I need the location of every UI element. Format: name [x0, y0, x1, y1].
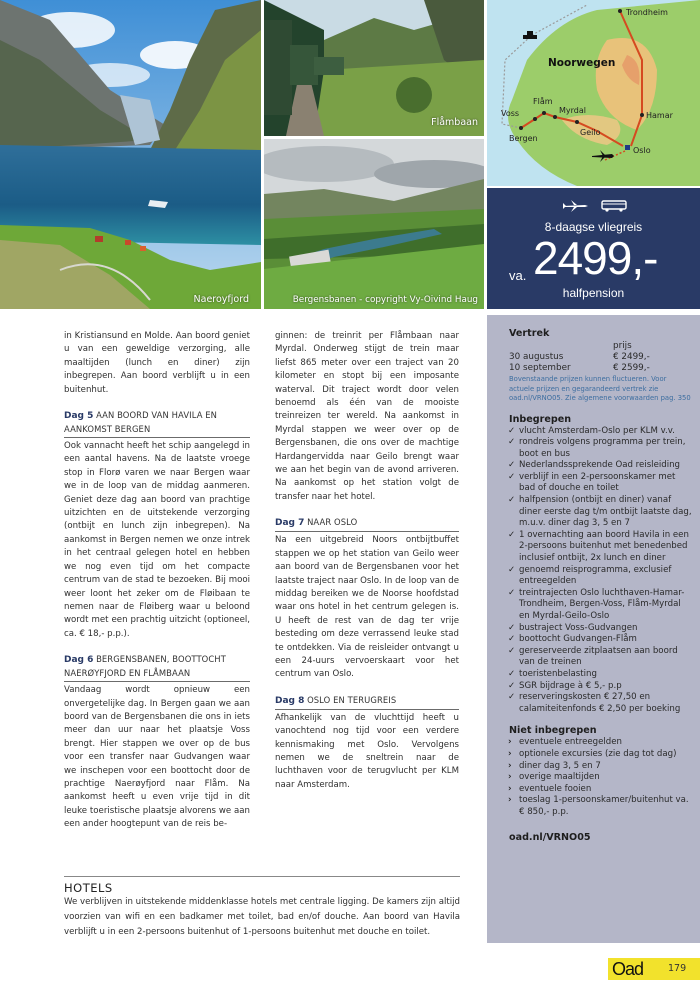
- list-item: [509, 426, 692, 438]
- oslo-marker: [625, 145, 630, 150]
- day-title: OSLO EN TERUGREIS: [307, 694, 397, 705]
- checkmark-icon: ✓: [508, 564, 516, 575]
- trip-url-link[interactable]: oad.nl/VRNO05: [509, 831, 591, 843]
- chevron-right-icon: ›: [508, 760, 512, 771]
- list-item-text: boottocht Gudvangen-Flåm: [519, 634, 637, 645]
- day-6-heading: [64, 653, 250, 682]
- list-item: [509, 761, 692, 773]
- day-7-text: Na een uitgebreid Noors ontbijtbuffet stappen we op het station van Geilo weer aan boord van de Bergensbanen voor het laatste traject naar Oslo. In de loop van de middag bereiken we de Noorse hoofdstad waar ons hotel in het centrum gelegen is. U heeft de rest van de dag ter vrije besteding om deze verrassend leuke stad te ontdekken. Via de reisleider ontvangt u een 24-uurs vervoerskaart voor het centrum van Oslo.: [275, 535, 459, 680]
- list-item: [509, 623, 692, 635]
- bergensbanen-train-image: [264, 139, 484, 309]
- photo-caption-flambaan: Flåmbaan: [431, 117, 478, 128]
- map-label-trondheim: Trondheim: [626, 8, 668, 17]
- intro-paragraph: in Kristiansund en Molde. Aan boord geniet u van een geweldige verzorging, alle maaltijden (lunch en diner) zijn inbegrepen. Aan boord verblijft u in een buitenhut.: [64, 331, 250, 395]
- list-item-text: toeslag 1-persoonskamer/buitenhut va. € 850,- p.p.: [519, 795, 689, 817]
- list-item-text: bustraject Voss-Gudvangen: [519, 622, 638, 633]
- included-list: [509, 426, 692, 716]
- map-label-geilo: Geilo: [580, 128, 601, 137]
- route-map: [487, 0, 700, 186]
- checkmark-icon: ✓: [508, 645, 516, 656]
- checkmark-icon: ✓: [508, 587, 516, 598]
- list-item-text: rondreis volgens programma per trein, boot en bus: [519, 437, 686, 459]
- list-item-text: vlucht Amsterdam-Oslo per KLM v.v.: [519, 425, 675, 436]
- map-label-flam: Flåm: [533, 97, 553, 106]
- checkmark-icon: ✓: [508, 634, 516, 645]
- list-item: [509, 437, 692, 460]
- day-8-text: Afhankelijk van de vluchttijd heeft u vanochtend nog tijd voor een verdere kennismaking met Oslo. Vervolgens nemen we de sneltrein naar de luchthaven voor de terugvlucht per KLM naar Amsterdam.: [275, 712, 459, 790]
- day-label: Dag 7: [275, 518, 305, 529]
- list-item-text: eventuele fooien: [519, 783, 592, 794]
- checkmark-icon: ✓: [508, 460, 516, 471]
- chevron-right-icon: ›: [508, 737, 512, 748]
- day-8-heading: [275, 694, 459, 710]
- chevron-right-icon: ›: [508, 795, 512, 806]
- day-title: NAAR OSLO: [307, 517, 358, 528]
- day-label: Dag 5: [64, 411, 94, 422]
- list-item-text: SGR bijdrage à € 5,- p.p: [519, 680, 622, 691]
- list-item-text: eventuele entreegelden: [519, 737, 622, 748]
- list-item: [509, 669, 692, 681]
- list-item: [509, 530, 692, 565]
- price-from-label: va.: [509, 268, 527, 283]
- map-label-voss: Voss: [501, 109, 520, 118]
- board-type: halfpension: [562, 286, 625, 300]
- trip-type: 8-daagse vliegreis: [544, 220, 643, 234]
- hotels-text: We verblijven in uitstekende middenklasse hotels met centrale ligging. De kamers zijn altijd voorzien van wifi en een badkamer met toilet, bad en/of douche. Aan boord van Havila verblijft u in een 2-persoons buitenhut of 1-persoons buitenhut met douche en toilet.: [64, 897, 460, 937]
- list-item: [509, 634, 692, 646]
- price-column-header: prijs: [613, 341, 632, 351]
- map-label-hamar: Hamar: [646, 111, 673, 120]
- day-title: AAN BOORD VAN HAVILA EN AANKOMST BERGEN: [64, 410, 218, 435]
- excluded-heading: Niet inbegrepen: [509, 725, 597, 737]
- checkmark-icon: ✓: [508, 471, 516, 482]
- page-number: 179: [668, 963, 687, 974]
- day-6-text: Vandaag wordt opnieuw een onvergetelijke dag. In Bergen gaan we aan boord van de Bergensbanen die ons in iets meer dan uur naar het plaatsje Voss brengt. Hier stappen we over op de bus voor een transfer naar Gudvangen waar we inschepen voor een boottocht door de prachtige Naerøyfjord naar Flåm. Na aankomst heeft u even vrije tijd in dit leuke toeristische plaatsje alvorens we aan een ander hoogtepunt van de reis be-: [64, 685, 250, 830]
- list-item-text: 1 overnachting aan boord Havila in een 2-persoons buitenhut met benedenbed inclusief ontbijt, 2x lunch en diner: [519, 529, 689, 564]
- list-item: [509, 472, 692, 495]
- checkmark-icon: ✓: [508, 680, 516, 691]
- list-item: [509, 588, 692, 623]
- checkmark-icon: ✓: [508, 425, 516, 436]
- included-heading: Inbegrepen: [509, 413, 572, 425]
- departures-heading: Vertrek: [509, 328, 550, 339]
- list-item: [509, 772, 692, 784]
- map-label-myrdal: Myrdal: [559, 106, 586, 115]
- airplane-icon: [561, 200, 589, 212]
- price-box: [487, 188, 700, 309]
- departure-price: € 2599,-: [613, 363, 650, 373]
- excluded-list: [509, 737, 692, 818]
- hotels-heading: HOTELS: [64, 881, 113, 895]
- list-item: [509, 565, 692, 588]
- footer-brand-tab: [608, 958, 700, 980]
- list-item-text: gereserveerde zitplaatsen aan boord van de treinen: [519, 645, 678, 668]
- list-item: [509, 795, 692, 818]
- list-item-text: treintrajecten Oslo luchthaven-Hamar-Trondheim, Bergen-Voss, Flåm-Myrdal en Myrdal-Geilo-Oslo: [519, 587, 685, 621]
- chevron-right-icon: ›: [508, 772, 512, 783]
- oad-logo: Oad: [612, 959, 644, 979]
- checkmark-icon: ✓: [508, 437, 516, 448]
- bus-icon: [601, 200, 627, 212]
- departure-row: [509, 363, 692, 374]
- checkmark-icon: ✓: [508, 529, 516, 540]
- chevron-right-icon: ›: [508, 783, 512, 794]
- departures-table: [509, 341, 692, 374]
- map-label-country: Noorwegen: [548, 57, 616, 69]
- photo-caption-bergensbanen: Bergensbanen - copyright Vy-Oivind Haug: [292, 295, 478, 305]
- price-amount: 2499,-: [533, 232, 658, 284]
- list-item: [509, 692, 692, 715]
- article-column-1: [64, 330, 250, 832]
- day-label: Dag 8: [275, 695, 305, 706]
- list-item-text: toeristenbelasting: [519, 668, 597, 679]
- photo-naeroyfjord: [0, 0, 261, 309]
- list-item: [509, 495, 692, 530]
- photo-flambaan: [264, 0, 484, 136]
- list-item-text: Nederlandssprekende Oad reisleiding: [519, 460, 680, 471]
- article-column-2: [275, 330, 459, 792]
- list-item-text: genoemd reisprogramma, exclusief entreegelden: [519, 564, 672, 587]
- photo-caption-naeroyfjord: Naeroyfjord: [193, 294, 249, 305]
- chevron-right-icon: ›: [508, 748, 512, 759]
- list-item: [509, 460, 692, 472]
- photo-bergensbanen: [264, 139, 484, 309]
- list-item: [509, 784, 692, 796]
- list-item: [509, 737, 692, 749]
- day-7-heading: [275, 516, 459, 532]
- departure-row: [509, 352, 692, 363]
- flambaan-train-image: [264, 0, 484, 136]
- day-title: BERGENSBANEN, BOOTTOCHT NAERØYFJORD EN FLÅMBAAN: [64, 654, 226, 679]
- list-item-text: reserveringskosten € 27,50 en calamiteitenfonds € 2,50 per boeking: [519, 692, 681, 714]
- checkmark-icon: ✓: [508, 692, 516, 703]
- map-label-bergen: Bergen: [509, 134, 538, 143]
- day-5-text: Ook vannacht heeft het schip aangelegd in een aantal havens. Na de laatste vroege stop in Florø varen we naar Bergen waar we in de loop van de middag aanmeren. Geniet deze dag aan boord van prachtige uitzichten en de uitstekende verzorging (ontbijt en lunch zijn inbegrepen). Na aankomst in Bergen nemen we onze intrek in het centraal gelegen hotel en hebben we nog even tijd om het compacte centrum van de stad te bezoeken. Bij mooi weer loont het zeker om de Fløibaan te nemen naar de Fløiberg waar u beloond wordt met een prachtig uitzicht (optioneel, ca. € 18,- p.p.).: [64, 441, 250, 639]
- hotels-section: [64, 876, 460, 940]
- info-sidebar: [487, 315, 700, 943]
- checkmark-icon: ✓: [508, 622, 516, 633]
- map-label-oslo: Oslo: [633, 146, 651, 155]
- list-item-text: overige maaltijden: [519, 772, 600, 783]
- checkmark-icon: ✓: [508, 495, 516, 506]
- day-6-text-continued: ginnen: de treinrit per Flåmbaan naar Myrdal. Onderweg stijgt de trein maar liefst 865 meter over een traject van 20 kilometer en stopt bij een imposante waterval. Dit traject wordt door velen benoemd als één van de mooiste treinreizen ter wereld. Na aankomst in Myrdal stappen we weer over op de Bergensbanen, die ons over de machtige Hardangervidda naar Geilo brengt waar we aan het begin van de avond arriveren. Na aankomst op het station volgt de transfer naar het hotel.: [275, 331, 459, 502]
- list-item-text: verblijf in een 2-persoonskamer met bad of douche en toilet: [519, 471, 676, 494]
- fjord-landscape-image: [0, 0, 261, 309]
- price-disclaimer: Bovenstaande prijzen kunnen fluctueren. Voor actuele prijzen en gegarandeerd vertrek zie oad.nl/VRNO05. Zie algemene voorwaarden pag. 350: [509, 375, 691, 402]
- departure-date: 10 september: [509, 363, 571, 373]
- list-item-text: optionele excursies (zie dag tot dag): [519, 748, 677, 759]
- list-item: [509, 681, 692, 693]
- day-5-heading: [64, 409, 250, 438]
- checkmark-icon: ✓: [508, 668, 516, 679]
- list-item-text: diner dag 3, 5 en 7: [519, 760, 601, 771]
- list-item-text: halfpension (ontbijt en diner) vanaf diner eerste dag t/m ontbijt laatste dag, m.u.v. diner dag 3, 5 en 7: [519, 495, 692, 529]
- departures-header-row: [509, 341, 692, 352]
- list-item: [509, 749, 692, 761]
- day-label: Dag 6: [64, 655, 94, 666]
- list-item: [509, 646, 692, 669]
- departure-date: 30 augustus: [509, 352, 564, 362]
- departure-price: € 2499,-: [613, 352, 650, 362]
